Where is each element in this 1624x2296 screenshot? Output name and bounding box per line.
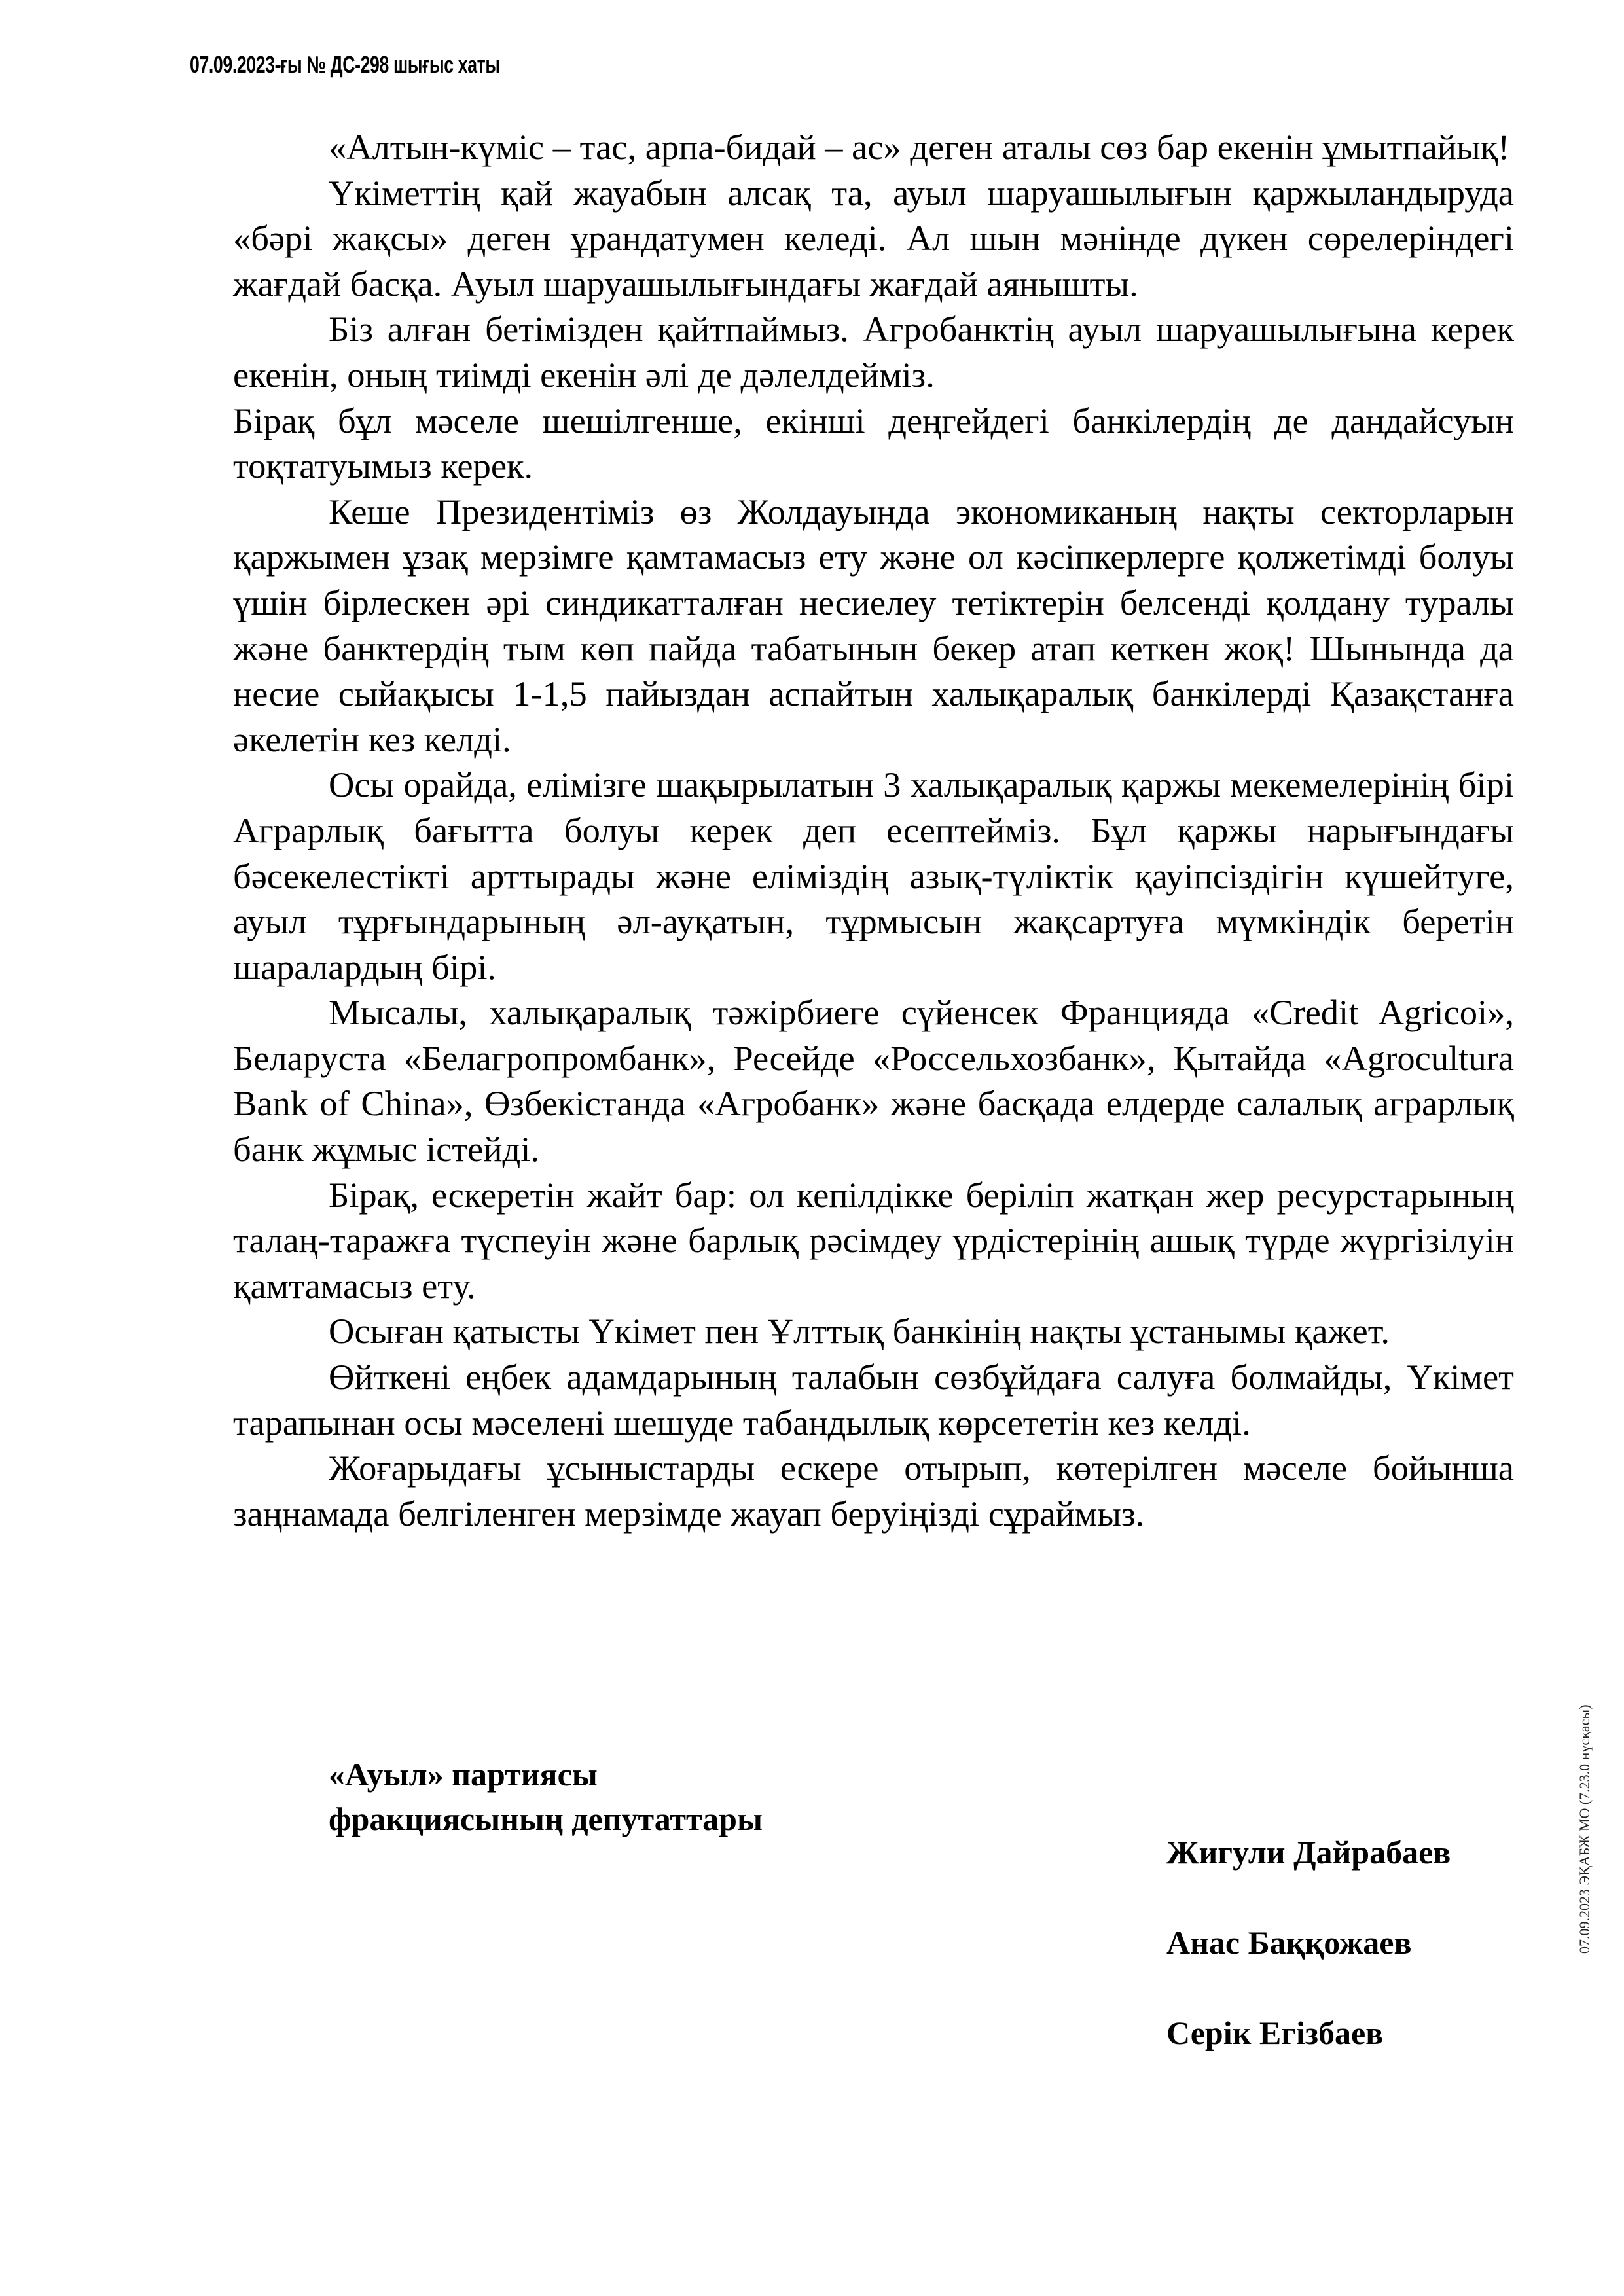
paragraph-agrobank: Біз алған бетімізден қайтпаймыз. Агробанктің ауыл шаруашылығына керек екенін, оның тиімді екенін әлі де дәлелдейміз. bbox=[233, 309, 1514, 395]
faction-deputies: фракциясының депутаттары bbox=[329, 1801, 763, 1837]
paragraph-land-resources: Бірақ, ескеретін жайт бар: ол кепілдікке беріліп жатқан жер ресурстарының талаң-таражға түспеуін және барлық рәсімдеу үрдістерінің ашық түрде жүргізілуін қамтамасыз ету. bbox=[233, 1174, 1514, 1306]
paragraph-national-bank-position: Осыған қатысты Үкімет пен Ұлттық банкінің нақты ұстанымы қажет. bbox=[329, 1311, 1390, 1352]
paragraph-second-tier-banks: Бірақ бұл мәселе шешілгенше, екінші деңгейдегі банкілердің де дандайсуын тоқтатуымыз керек. bbox=[233, 400, 1514, 486]
paragraph-proverb: «Алтын-күміс – тас, арпа-бидай – ас» деген аталы сөз бар екенін ұмытпайық! bbox=[329, 127, 1510, 167]
paragraph-request-response: Жоғарыдағы ұсыныстарды ескере отырып, көтерілген мәселе бойынша заңнамада белгіленген мерзімде жауап беруіңізді сұраймыз. bbox=[233, 1448, 1514, 1534]
paragraph-president-address: Кеше Президентіміз өз Жолдауында экономиканың нақты секторларын қаржымен ұзақ мерзімге қамтамасыз ету және ол кәсіпкерлерге қолжетімді болуы үшін бірлескен әрі синдикатталған несиелеу тетіктерін белсенді қолдану туралы және банктердің тым көп пайда табатынын бекер атап кеткен жоқ! Шынында да несие сыйақысы 1-1,5 пайыздан аспайтын халықаралық банкілерді Қазақстанға әкелетін кез келді. bbox=[233, 491, 1514, 759]
paragraph-workers-demands: Өйткені еңбек адамдарының талабын сөзбұйдаға салуға болмайды, Үкімет тарапынан осы мәселені шешуде табандылық көрсететін кез келді. bbox=[233, 1357, 1514, 1443]
faction-signature-block bbox=[329, 1752, 763, 1841]
signatory-name: Жигули Дайрабаев bbox=[1166, 1834, 1451, 1871]
signatory-name: Анас Баққожаев bbox=[1166, 1924, 1412, 1961]
party-name: «Ауыл» партиясы bbox=[329, 1756, 598, 1793]
paragraph-government-response: Үкіметтің қай жауабын алсақ та, ауыл шаруашылығын қаржыландыруда «бәрі жақсы» деген ұрандатумен келеді. Ал шын мәнінде дүкен сөрелеріндегі жағдай басқа. Ауыл шаруашылығындағы жағдай аянышты. bbox=[233, 172, 1514, 304]
signatory-name: Серік Егізбаев bbox=[1166, 2015, 1384, 2051]
paragraph-international-institutions: Осы орайда, елімізге шақырылатын 3 халықаралық қаржы мекемелерінің бірі Аграрлық бағытта болуы керек деп есептейміз. Бұл қаржы нарығындағы бәсекелестікті арттырады және еліміздің азық-түліктік қауіпсіздігін күшейтуге, ауыл тұрғындарының әл-ауқатын, тұрмысын жақсартуға мүмкіндік беретін шаралардың бірі. bbox=[233, 764, 1514, 987]
document-reference-number: 07.09.2023-ғы № ДС-298 шығыс хаты bbox=[190, 51, 500, 78]
paragraph-international-examples: Мысалы, халықаралық тәжірбиеге сүйенсек Францияда «Credit Agricoi», Беларуста «Белагропромбанк», Ресейде «Россельхозбанк», Қытайда «Agrocultura Bank of China», Өзбекістанда «Агробанк» және басқада елдерде салалық аграрлық банк жұмыс істейді. bbox=[233, 992, 1514, 1170]
electronic-document-stamp: 07.09.2023 ЭҚАБЖ МО (7.23.0 нұсқасы) bbox=[1576, 1704, 1593, 1954]
letter-body bbox=[233, 124, 1514, 1536]
signatories-list bbox=[1166, 1833, 1451, 2104]
